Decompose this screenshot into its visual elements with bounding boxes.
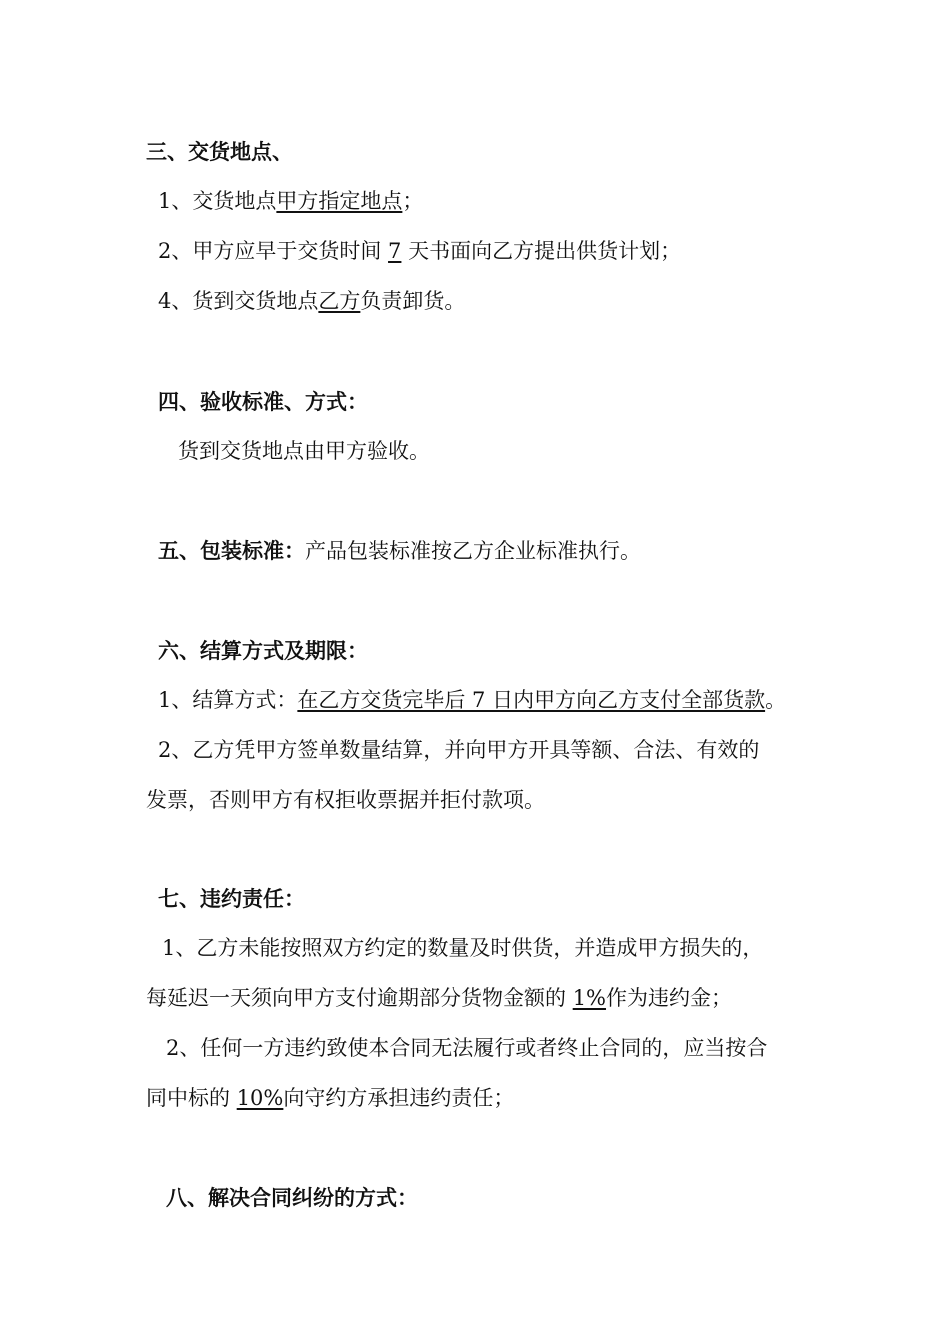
section-7-item-1-line-1: 1、乙方未能按照双方约定的数量及时供货，并造成甲方损失的， xyxy=(162,936,764,960)
section-7-item-2-line-1: 2、任何一方违约致使本合同无法履行或者终止合同的，应当按合 xyxy=(166,1036,768,1060)
item-text: 负责卸货。 xyxy=(360,289,466,313)
item-text: 同中标的 xyxy=(146,1086,237,1110)
item-text: 天书面向乙方提出供货计划； xyxy=(401,239,682,263)
section-7-item-2-line-2 xyxy=(146,1084,514,1112)
section-8-heading: 八、解决合同纠纷的方式： xyxy=(166,1185,418,1210)
section-6-heading: 六、结算方式及期限： xyxy=(158,638,368,663)
item-text: 每延迟一天须向甲方支付逾期部分货物金额的 xyxy=(146,986,573,1010)
section-3-item-4 xyxy=(158,287,465,315)
item-text: 1、交货地点 xyxy=(158,189,277,213)
underlined-term: 甲方指定地点 xyxy=(276,189,403,213)
section-4-heading: 四、验收标准、方式： xyxy=(158,389,368,414)
item-text: 向守约方承担违约责任； xyxy=(283,1086,515,1110)
section-5-paragraph xyxy=(158,537,641,565)
section-7-item-1-line-2 xyxy=(146,984,732,1012)
section-7-heading: 七、违约责任： xyxy=(158,886,305,911)
item-text: ； xyxy=(402,189,424,213)
underlined-term: 1% xyxy=(572,986,607,1010)
item-text: 1、结算方式： xyxy=(158,688,298,712)
section-6-item-2-line-2: 发票，否则甲方有权拒收票据并拒付款项。 xyxy=(146,788,545,812)
section-5-body: 产品包装标准按乙方企业标准执行。 xyxy=(305,539,641,563)
underlined-term: 10% xyxy=(236,1086,284,1110)
section-6-item-1 xyxy=(158,686,786,714)
underlined-term: 乙方 xyxy=(318,289,361,313)
item-text: 。 xyxy=(765,688,787,712)
section-4-body: 货到交货地点由甲方验收。 xyxy=(178,439,430,463)
item-text: 4、货到交货地点 xyxy=(158,289,319,313)
section-3-item-1 xyxy=(158,187,423,215)
section-6-item-2-line-1: 2、乙方凭甲方签单数量结算，并向甲方开具等额、合法、有效的 xyxy=(158,738,760,762)
section-3-heading: 三、交货地点、 xyxy=(146,139,293,164)
underlined-term: 在乙方交货完毕后 7 日内甲方向乙方支付全部货款 xyxy=(297,688,766,712)
item-text: 2、甲方应早于交货时间 xyxy=(158,239,389,263)
item-text: 作为违约金； xyxy=(606,986,733,1010)
underlined-term: 7 xyxy=(388,239,402,263)
section-3-item-2 xyxy=(158,237,681,265)
section-5-heading: 五、包装标准： xyxy=(158,538,305,563)
